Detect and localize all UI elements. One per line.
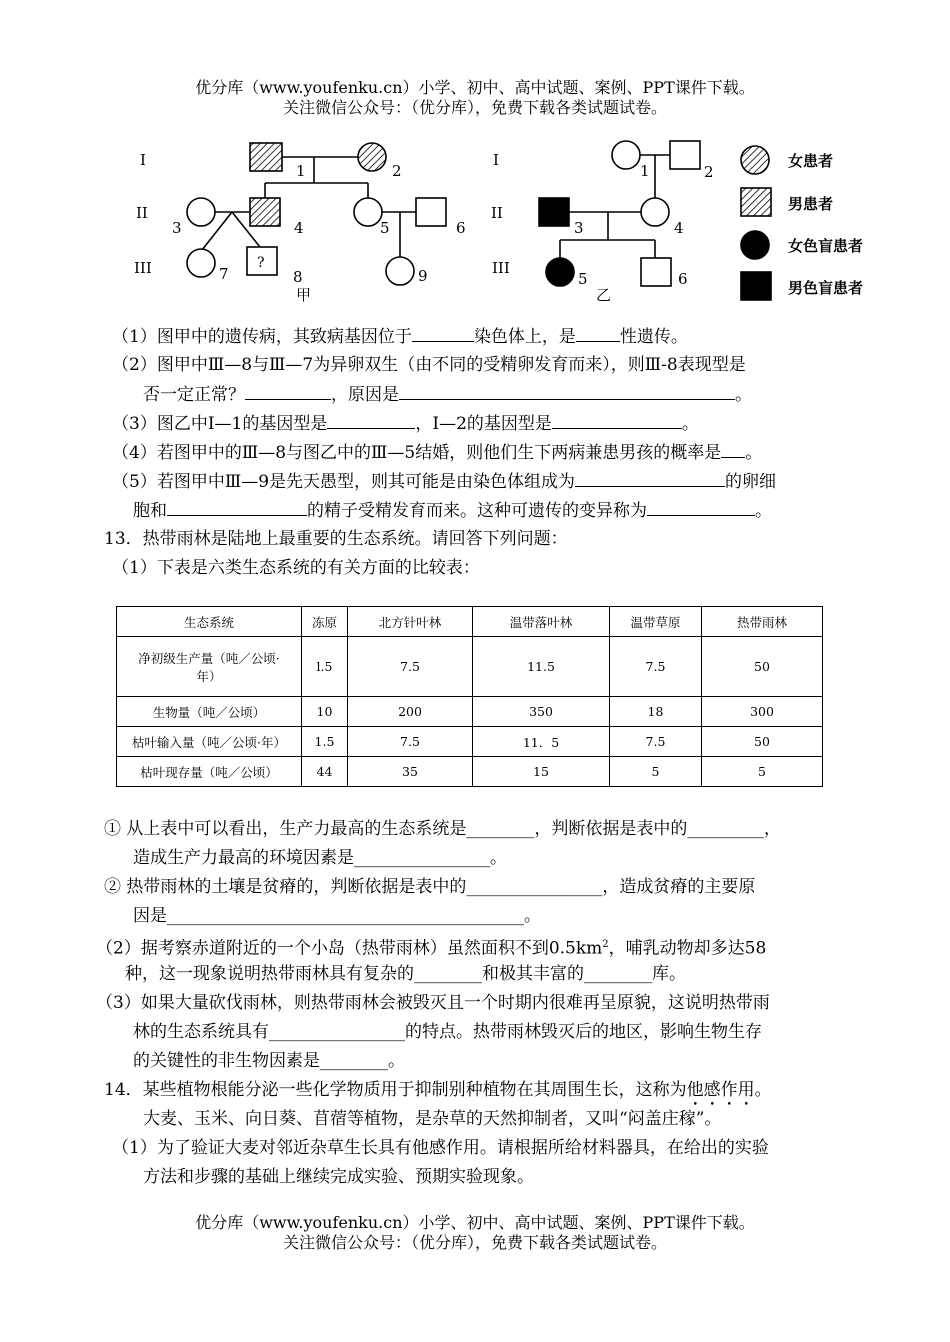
table-row-label: 枯叶输入量（吨／公顷·年） — [117, 727, 302, 757]
table-cell: 5 — [610, 757, 702, 787]
table-row — [117, 757, 823, 787]
yi-num-6: 6 — [678, 270, 688, 288]
table-header: 温带落叶林 — [473, 607, 610, 637]
emphasized-term: 他感作用 — [686, 1080, 755, 1100]
q13-part3-line3: 的关键性的非生物因素是________。 — [133, 1051, 405, 1071]
jia-gen-I: I — [140, 151, 146, 169]
table-row — [117, 727, 823, 757]
jia-num-1: 1 — [296, 162, 306, 180]
yi-gen-I: I — [493, 151, 499, 169]
table-row-label: 生物量（吨／公顷） — [117, 697, 302, 727]
jia-gen-III: III — [134, 259, 152, 277]
table-cell: 10 — [302, 697, 348, 727]
table-cell: 5 — [702, 757, 823, 787]
q13-part3-line1: （3）如果大量砍伐雨林，则热带雨林会被毁灭且一个时期内很难再呈原貌，这说明热带雨 — [96, 993, 770, 1013]
answer-blank[interactable] — [575, 470, 725, 487]
jia-num-4: 4 — [294, 219, 304, 237]
q14-part1-line1: （1）为了验证大麦对邻近杂草生长具有他感作用。请根据所给材料器具，在给出的实验 — [112, 1138, 769, 1158]
q13-part2-line1: （2）据考察赤道附近的一个小岛（热带雨林）虽然面积不到$0.5km^2$，哺乳动物却多达58 — [96, 938, 767, 959]
ecosystem-comparison-table — [116, 606, 823, 787]
jia-III7-female — [187, 249, 215, 277]
table-header: 热带雨林 — [702, 607, 823, 637]
yi-num-1: 1 — [640, 162, 650, 180]
answer-blank[interactable] — [167, 499, 307, 516]
jia-II4-affected-male — [250, 198, 280, 226]
yi-I2-male — [670, 141, 700, 169]
legend-colorblind-female-icon — [741, 231, 769, 259]
q13-title: 13．热带雨林是陆地上最重要的生态系统。请回答下列问题： — [104, 529, 568, 549]
q12-part5-line2: 胞和 的精子受精发育而来。这种可遗传的变异称为 。 — [133, 501, 772, 521]
answer-blank[interactable] — [552, 412, 682, 429]
yi-III6-male — [641, 258, 671, 286]
table-cell: 200 — [348, 697, 473, 727]
footer-line-2: 关注微信公众号：（优分库），免费下载各类试题试卷。 — [282, 1233, 667, 1252]
yi-I1-female — [612, 141, 640, 169]
yi-num-5: 5 — [578, 270, 588, 288]
yi-caption: 乙 — [596, 286, 612, 304]
pedigree-diagrams — [0, 130, 950, 305]
jia-I2-affected-female — [358, 143, 386, 171]
table-header: 生态系统 — [117, 607, 302, 637]
table-header-row — [117, 607, 823, 637]
yi-II3-colorblind-male — [539, 198, 569, 226]
q14-part1-line2: 方法和步骤的基础上继续完成实验、预期实验现象。 — [143, 1167, 534, 1187]
legend-label-colorblind-female: 女色盲患者 — [788, 237, 864, 255]
jia-num-8: 8 — [293, 268, 303, 286]
table-row-label: 净初级生产量（吨／公顷· 年） — [117, 637, 302, 697]
table-cell: 7.5 — [348, 727, 473, 757]
legend-colorblind-male-icon — [741, 272, 771, 300]
yi-II4-female — [641, 198, 669, 226]
jia-II3-female — [187, 198, 215, 226]
table-cell: 7.5 — [610, 727, 702, 757]
q12-part2-line1: （2）图甲中Ⅲ—8与Ⅲ—7为异卵双生（由不同的受精卵发育而来），则Ⅲ-8表现型是 — [112, 355, 746, 375]
jia-num-9: 9 — [418, 267, 428, 285]
yi-III5-colorblind-female — [546, 258, 574, 286]
answer-blank[interactable] — [647, 499, 755, 516]
jia-num-6: 6 — [456, 219, 466, 237]
table-cell: 44 — [302, 757, 348, 787]
header-line-2: 关注微信公众号：（优分库），免费下载各类试题试卷。 — [282, 98, 667, 117]
jia-III8-question-mark: ? — [257, 255, 265, 271]
jia-num-7: 7 — [219, 265, 229, 283]
answer-blank[interactable] — [399, 383, 735, 400]
q13-c2-line2: 因是__________________________________________。 — [133, 906, 541, 926]
yi-num-4: 4 — [674, 219, 684, 237]
yi-gen-III: III — [492, 259, 510, 277]
q13-c1-line1: ① 从上表中可以看出，生产力最高的生态系统是________，判断依据是表中的_________， — [104, 819, 781, 839]
answer-blank[interactable] — [721, 441, 745, 458]
jia-num-5: 5 — [380, 219, 390, 237]
jia-caption: 甲 — [296, 286, 312, 304]
q14-line1: 14．某些植物根能分泌一些化学物质用于抑制别种植物在其周围生长，这称为他感作用。 — [104, 1080, 772, 1100]
table-row — [117, 697, 823, 727]
footer-line-1: 优分库（www.youfenku.cn）小学、初中、高中试题、案例、PPT课件下载。 — [195, 1213, 755, 1232]
q12-part1: （1）图甲中的遗传病，其致病基因位于 染色体上，是 性遗传。 — [112, 327, 688, 347]
q12-part4: （4）若图甲中的Ⅲ—8与图乙中的Ⅲ—5结婚，则他们生下两病兼患男孩的概率是 。 — [112, 443, 763, 463]
table-row-label: 枯叶现存量（吨／公顷） — [117, 757, 302, 787]
q14-line2: 大麦、玉米、向日葵、苜蓿等植物，是杂草的天然抑制者，又叫“闷盖庄稼”。 — [143, 1109, 722, 1129]
table-cell: 11．5 — [473, 727, 610, 757]
legend-label-colorblind-male: 男色盲患者 — [788, 279, 864, 297]
jia-gen-II: II — [136, 204, 148, 222]
table-header: 温带草原 — [610, 607, 702, 637]
yi-num-2: 2 — [704, 163, 714, 181]
jia-III9-female — [386, 257, 414, 285]
table-cell: 350 — [473, 697, 610, 727]
table-cell: 11.5 — [473, 637, 610, 697]
jia-num-2: 2 — [392, 162, 402, 180]
legend-label-affected-male: 男患者 — [788, 195, 834, 213]
q12-part2-line2: 否一定正常？ ，原因是 。 — [143, 385, 752, 405]
jia-II5-female — [354, 198, 382, 226]
table-cell: 1.5 — [302, 727, 348, 757]
table-cell: 7.5 — [610, 637, 702, 697]
table-cell: l.5 — [302, 637, 348, 697]
jia-I1-affected-male — [250, 143, 282, 171]
jia-II6-male — [416, 198, 446, 226]
answer-blank[interactable] — [412, 325, 474, 342]
table-cell: 300 — [702, 697, 823, 727]
jia-num-3: 3 — [172, 219, 182, 237]
q13-part3-line2: 林的生态系统具有________________的特点。热带雨林毁灭后的地区，影响生物生存 — [133, 1022, 762, 1042]
table-cell: 15 — [473, 757, 610, 787]
table-cell: 7.5 — [348, 637, 473, 697]
q13-part2-line2: 种，这一现象说明热带雨林具有复杂的________和极其丰富的________库。 — [125, 964, 686, 984]
q12-part5-line1: （5）若图甲中Ⅲ—9是先天愚型，则其可能是由染色体组成为 的卵细 — [112, 472, 777, 492]
answer-blank[interactable] — [576, 325, 620, 342]
answer-blank[interactable] — [327, 412, 415, 429]
q13-c2-line1: ② 热带雨林的土壤是贫瘠的，判断依据是表中的________________，造成贫瘠的主要原 — [104, 877, 756, 897]
legend-label-affected-female: 女患者 — [788, 152, 834, 170]
yi-num-3: 3 — [574, 219, 584, 237]
answer-blank[interactable] — [245, 383, 331, 400]
jia-lines — [202, 157, 416, 257]
q12-part3: （3）图乙中Ⅰ—1的基因型是 ，Ⅰ—2的基因型是 。 — [112, 414, 699, 434]
table-cell: 50 — [702, 727, 823, 757]
table-cell: 35 — [348, 757, 473, 787]
q13-part1-intro: （1）下表是六类生态系统的有关方面的比较表： — [112, 558, 480, 578]
table-cell: 50 — [702, 637, 823, 697]
table-header: 北方针叶林 — [348, 607, 473, 637]
header-line-1: 优分库（www.youfenku.cn）小学、初中、高中试题、案例、PPT课件下载。 — [195, 78, 755, 97]
table-header: 冻原 — [302, 607, 348, 637]
q13-c1-line2: 造成生产力最高的环境因素是________________。 — [133, 848, 507, 868]
table-row — [117, 637, 823, 697]
legend-affected-male-icon — [741, 188, 771, 216]
table-cell: 18 — [610, 697, 702, 727]
yi-gen-II: II — [491, 204, 503, 222]
legend-affected-female-icon — [741, 146, 769, 174]
